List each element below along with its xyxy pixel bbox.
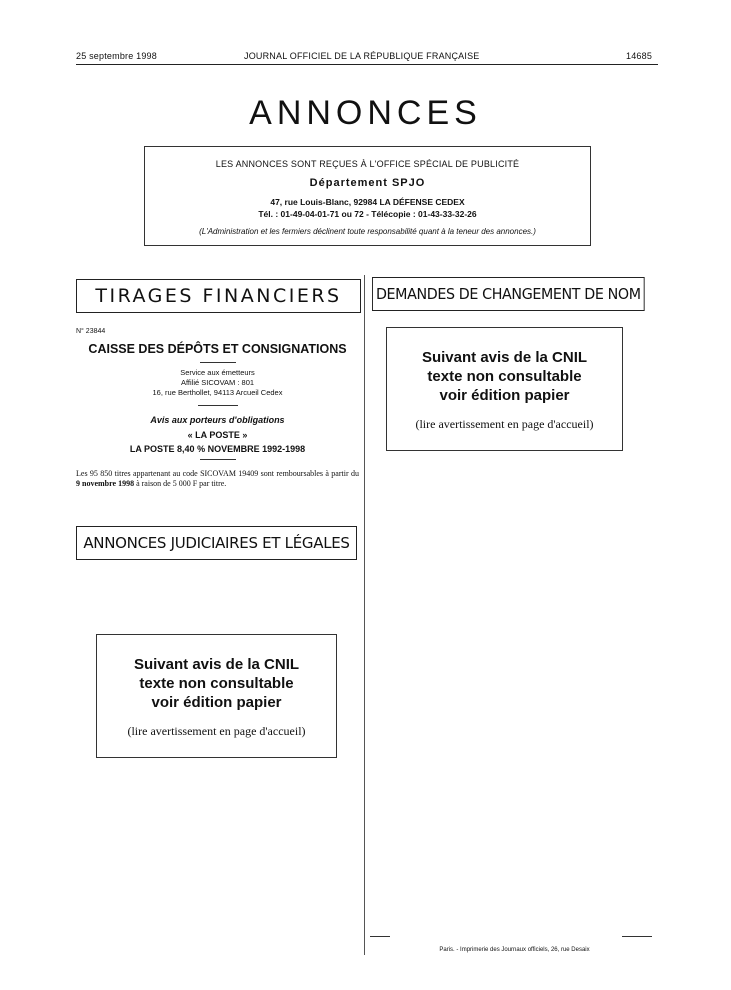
cnil-note: (lire avertissement en page d'accueil) <box>415 417 594 431</box>
article-rule <box>200 362 236 363</box>
article-poste: « LA POSTE » <box>187 430 248 440</box>
article-number: N° 23844 <box>76 328 106 335</box>
info-disclaimer: (L'Administration et les fermiers déclinent toute responsabilité quant à la teneur des annonces.) <box>199 227 536 236</box>
article-body-date: 9 novembre 1998 <box>76 479 135 488</box>
cnil-line-2: texte non consultable <box>139 675 294 692</box>
page-title: ANNONCES <box>249 94 482 132</box>
article-body-end: à raison de 5 000 F par titre. <box>134 479 227 488</box>
info-address: 47, rue Louis-Blanc, 92984 LA DÉFENSE CEDEX <box>270 197 465 207</box>
article-body-start: Les 95 850 titres appartenant au code SICOVAM 19409 sont remboursables à partir du <box>76 469 359 478</box>
cnil-line-1: Suivant avis de la CNIL <box>133 656 300 673</box>
info-line-office: LES ANNONCES SONT REÇUES À L'OFFICE SPÉCIAL DE PUBLICITÉ <box>215 159 520 169</box>
article-title: CAISSE DES DÉPÔTS ET CONSIGNATIONS <box>88 342 347 356</box>
footer-imprint: Paris. - Imprimerie des Journaux officiels, 26, rue Desaix <box>439 947 590 953</box>
cnil-line-1: Suivant avis de la CNIL <box>421 349 588 366</box>
cnil-line-3: voir édition papier <box>151 694 282 711</box>
article-body <box>76 469 359 489</box>
info-box <box>144 146 591 246</box>
cnil-line-3: voir édition papier <box>439 387 570 404</box>
article-rule-2 <box>198 405 238 406</box>
section-annonces-judiciaires: ANNONCES JUDICIAIRES ET LÉGALES <box>76 526 357 560</box>
section-demandes-changement-nom: DEMANDES DE CHANGEMENT DE NOM <box>372 277 645 311</box>
header-journal: JOURNAL OFFICIEL DE LA RÉPUBLIQUE FRANÇAISE <box>244 51 480 61</box>
cnil-note: (lire avertissement en page d'accueil) <box>127 724 306 738</box>
header-rule <box>76 64 658 65</box>
footer-rule-right <box>622 936 652 937</box>
article-rule-3 <box>200 459 236 460</box>
article-affilie: Affilié SICOVAM : 801 <box>180 378 255 387</box>
header-page-number: 14685 <box>626 51 653 61</box>
article-address: 16, rue Berthollet, 94113 Arcueil Cedex <box>152 388 283 397</box>
section-tirages-financiers: TIRAGES FINANCIERS <box>76 279 361 313</box>
footer-rule-left <box>370 936 390 937</box>
cnil-notice-left <box>96 634 337 758</box>
cnil-notice-right <box>386 327 623 451</box>
header-date: 25 septembre 1998 <box>76 51 157 61</box>
article-avis: Avis aux porteurs d'obligations <box>150 415 285 425</box>
cnil-line-2: texte non consultable <box>427 368 582 385</box>
article-bond: LA POSTE 8,40 % NOVEMBRE 1992-1998 <box>129 444 306 454</box>
column-divider <box>364 275 365 955</box>
article-service: Service aux émetteurs <box>180 368 255 377</box>
info-department: Département SPJO <box>309 177 426 189</box>
info-phones: Tél. : 01-49-04-01-71 ou 72 - Télécopie : 01-43-33-32-26 <box>258 209 477 219</box>
